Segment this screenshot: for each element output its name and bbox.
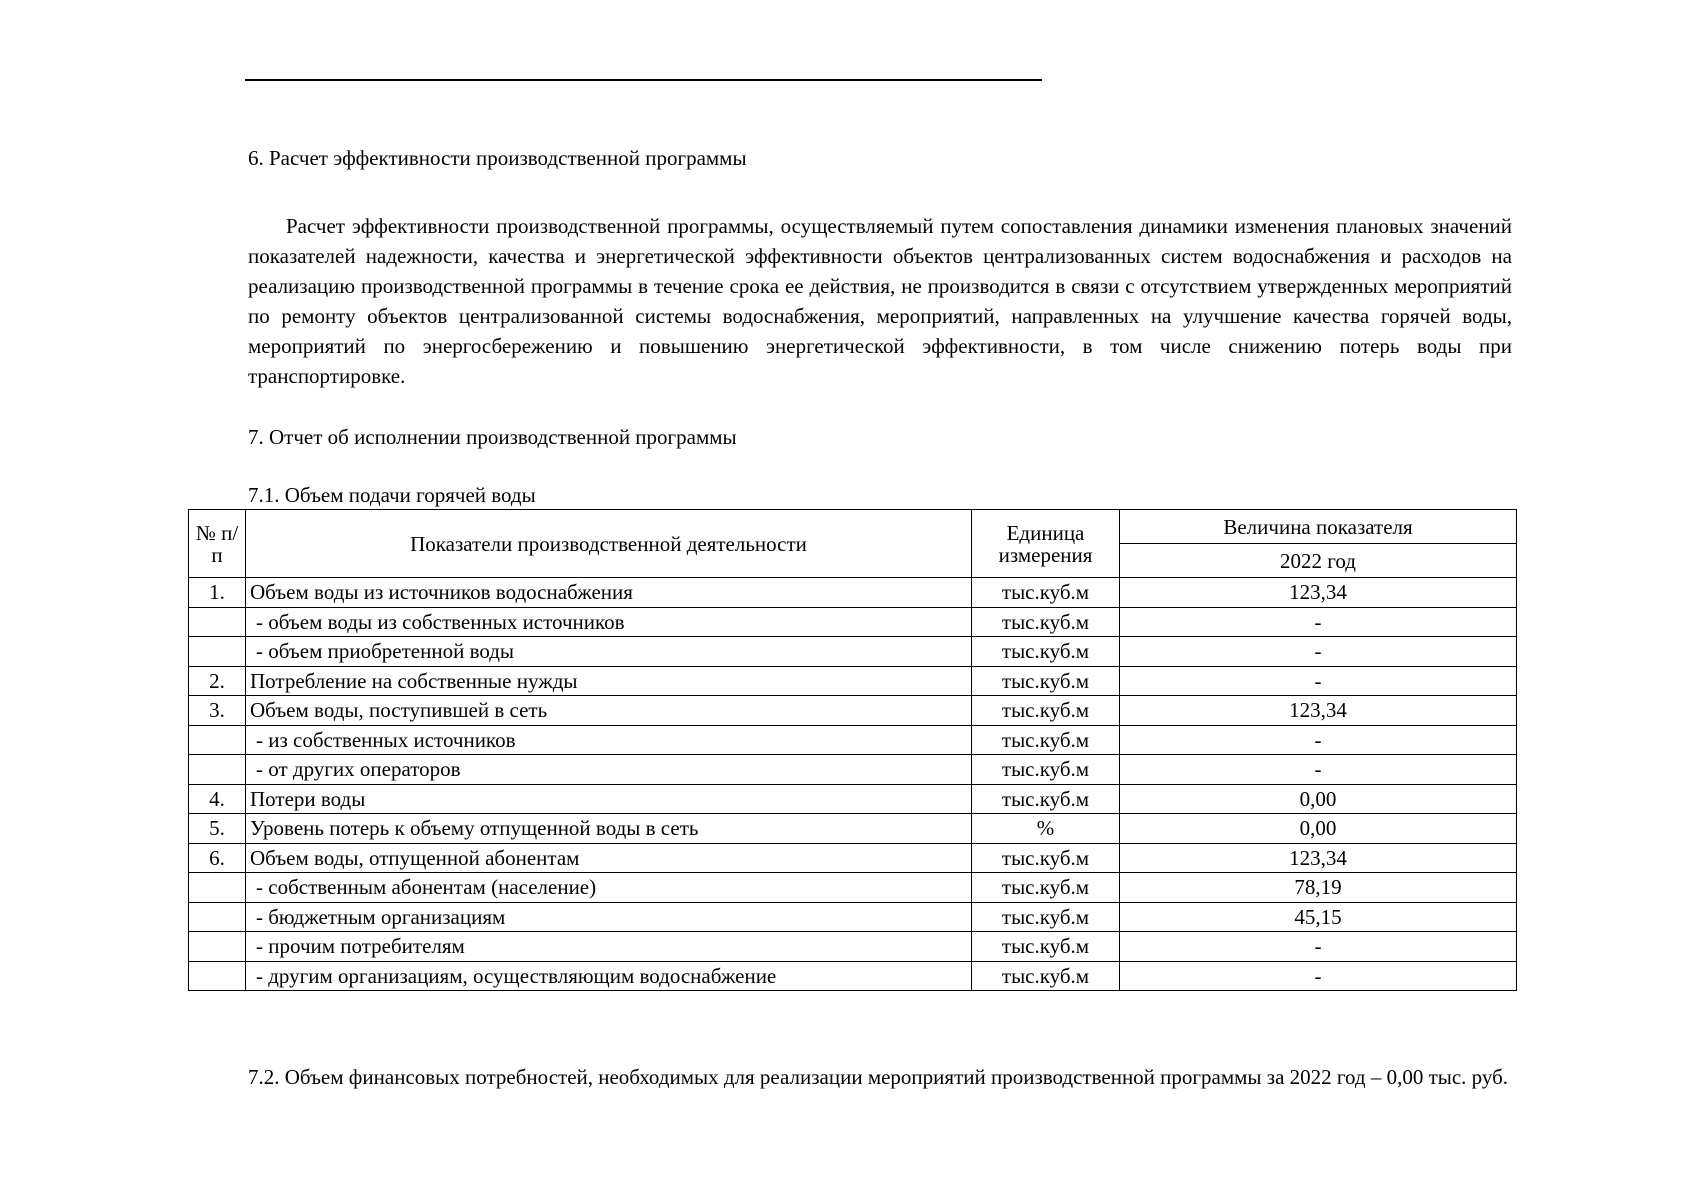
table-row xyxy=(189,932,1517,962)
row-number xyxy=(189,637,246,667)
row-indicator: Объем воды, отпущенной абонентам xyxy=(246,843,972,873)
row-unit: тыс.куб.м xyxy=(972,755,1120,785)
row-indicator: Потери воды xyxy=(246,784,972,814)
section-6-heading: 6. Расчет эффективности производственной программы xyxy=(248,146,747,170)
table-row xyxy=(189,607,1517,637)
header-value-group: Величина показателя xyxy=(1120,510,1517,544)
table-row xyxy=(189,961,1517,991)
row-unit: тыс.куб.м xyxy=(972,961,1120,991)
header-unit-label: Единица измерения xyxy=(998,520,1093,567)
header-unit xyxy=(972,510,1120,578)
row-unit: тыс.куб.м xyxy=(972,696,1120,726)
header-year: 2022 год xyxy=(1120,544,1517,578)
row-value: - xyxy=(1120,607,1517,637)
table-body xyxy=(189,578,1517,991)
table-row xyxy=(189,725,1517,755)
top-rule xyxy=(245,79,1042,81)
row-indicator: - другим организациям, осуществляющим водоснабжение xyxy=(246,961,972,991)
row-value: - xyxy=(1120,725,1517,755)
row-value: - xyxy=(1120,637,1517,667)
row-value: 123,34 xyxy=(1120,843,1517,873)
row-value: 0,00 xyxy=(1120,784,1517,814)
row-indicator: - прочим потребителям xyxy=(246,932,972,962)
row-indicator: Уровень потерь к объему отпущенной воды в сеть xyxy=(246,814,972,844)
table-row xyxy=(189,578,1517,608)
row-value: 123,34 xyxy=(1120,578,1517,608)
table-row xyxy=(189,814,1517,844)
row-unit: тыс.куб.м xyxy=(972,784,1120,814)
header-num xyxy=(189,510,246,578)
row-indicator: - из собственных источников xyxy=(246,725,972,755)
row-number xyxy=(189,755,246,785)
section-7-heading: 7. Отчет об исполнении производственной программы xyxy=(248,425,737,449)
row-number xyxy=(189,607,246,637)
section-6-paragraph: Расчет эффективности производственной программы, осуществляемый путем сопоставления динамики изменения плановых значений показателей надежности, качества и энергетической эффективности объектов централизованных систем водоснабжения и расходов на реализацию производственной программы в течение срока ее действия, не производится в связи с отсутствием утвержденных мероприятий по ремонту объектов централизованной системы водоснабжения, мероприятий, направленных на улучшение качества горячей воды, мероприятий по энергосбережению и повышению энергетической эффективности, в том числе снижению потерь воды при транспортировке. xyxy=(248,214,1512,388)
row-number xyxy=(189,902,246,932)
table-row xyxy=(189,637,1517,667)
table-row xyxy=(189,666,1517,696)
section-7-2-paragraph: 7.2. Объем финансовых потребностей, необходимых для реализации мероприятий производственной программы за 2022 год – 0,00 тыс. руб. xyxy=(248,1065,1509,1089)
row-unit: тыс.куб.м xyxy=(972,666,1120,696)
row-unit: тыс.куб.м xyxy=(972,607,1120,637)
row-unit: тыс.куб.м xyxy=(972,843,1120,873)
row-indicator: - собственным абонентам (население) xyxy=(246,873,972,903)
table-row xyxy=(189,755,1517,785)
row-unit: тыс.куб.м xyxy=(972,873,1120,903)
row-value: 45,15 xyxy=(1120,902,1517,932)
row-indicator: Объем воды, поступившей в сеть xyxy=(246,696,972,726)
row-value: 78,19 xyxy=(1120,873,1517,903)
row-number: 2. xyxy=(189,666,246,696)
row-value: - xyxy=(1120,932,1517,962)
row-value: 123,34 xyxy=(1120,696,1517,726)
row-value: - xyxy=(1120,961,1517,991)
row-number: 1. xyxy=(189,578,246,608)
row-number xyxy=(189,873,246,903)
row-indicator: - объем приобретенной воды xyxy=(246,637,972,667)
row-unit: тыс.куб.м xyxy=(972,902,1120,932)
row-number xyxy=(189,725,246,755)
row-indicator: Объем воды из источников водоснабжения xyxy=(246,578,972,608)
hot-water-supply-table xyxy=(188,509,1517,991)
row-number xyxy=(189,932,246,962)
table-row xyxy=(189,873,1517,903)
table-row xyxy=(189,696,1517,726)
row-value: - xyxy=(1120,666,1517,696)
row-number: 3. xyxy=(189,696,246,726)
header-num-label: № п/п xyxy=(195,520,239,567)
row-indicator: - от других операторов xyxy=(246,755,972,785)
header-indicator: Показатели производственной деятельности xyxy=(246,510,972,578)
table-row xyxy=(189,902,1517,932)
row-number: 5. xyxy=(189,814,246,844)
row-indicator: Потребление на собственные нужды xyxy=(246,666,972,696)
row-value: 0,00 xyxy=(1120,814,1517,844)
row-unit: тыс.куб.м xyxy=(972,725,1120,755)
row-value: - xyxy=(1120,755,1517,785)
row-number xyxy=(189,961,246,991)
row-unit: тыс.куб.м xyxy=(972,932,1120,962)
table-row xyxy=(189,843,1517,873)
section-7-1-heading: 7.1. Объем подачи горячей воды xyxy=(248,483,536,507)
row-indicator: - объем воды из собственных источников xyxy=(246,607,972,637)
row-unit: % xyxy=(972,814,1120,844)
row-indicator: - бюджетным организациям xyxy=(246,902,972,932)
table-row xyxy=(189,784,1517,814)
row-number: 6. xyxy=(189,843,246,873)
row-unit: тыс.куб.м xyxy=(972,578,1120,608)
row-unit: тыс.куб.м xyxy=(972,637,1120,667)
row-number: 4. xyxy=(189,784,246,814)
